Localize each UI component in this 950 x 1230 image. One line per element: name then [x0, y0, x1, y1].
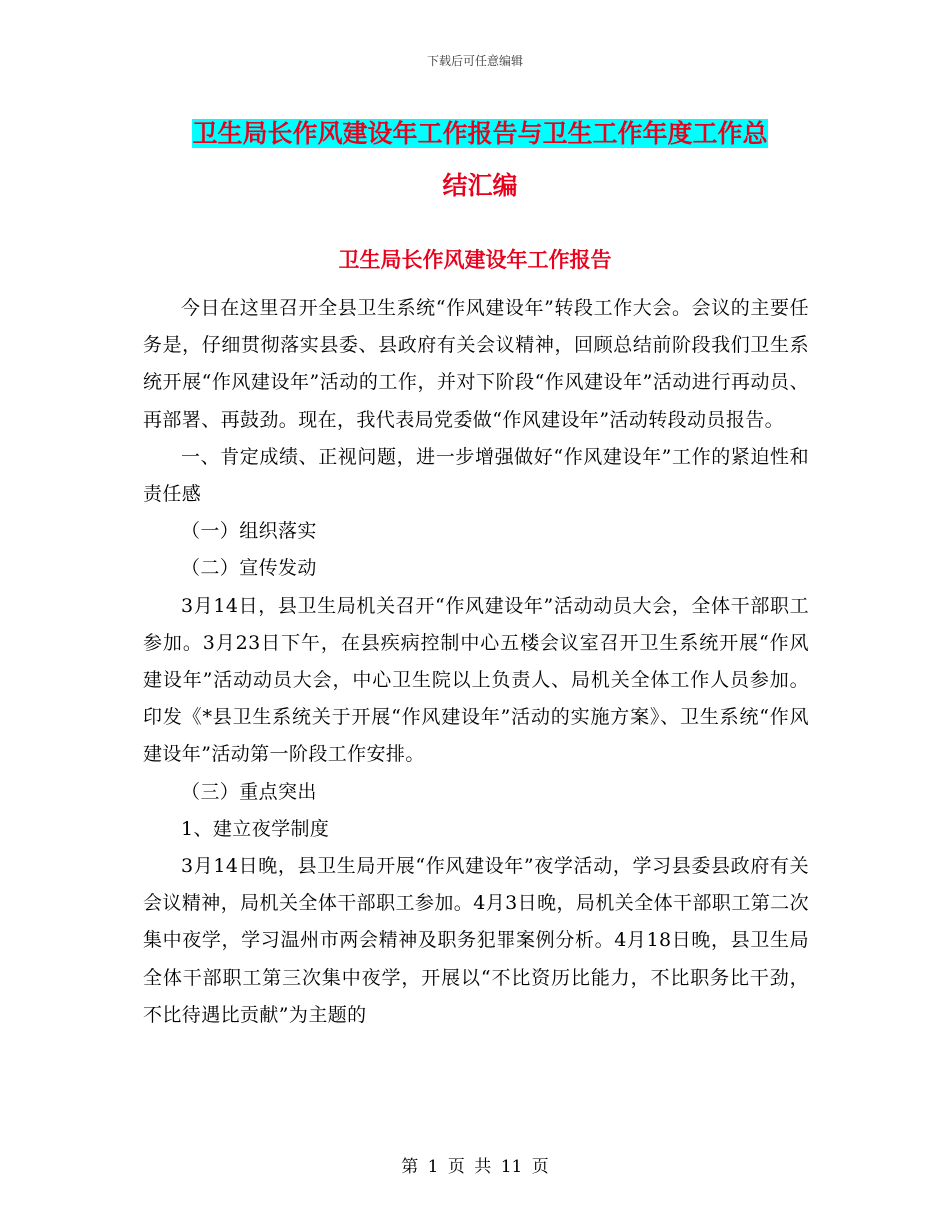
page-header-note: 下载后可任意编辑: [426, 54, 523, 68]
page-number: 第 1 页 共 11 页: [401, 1157, 549, 1177]
paragraph: 3月14日晚，县卫生局开展“作风建设年”夜学活动，学习县委县政府有关会议精神，局机关全体干部职工参加。4月3日晚，局机关全体干部职工第二次集中夜学，学习温州市两会精神及职务犯罪案例分析。4月18日晚，县卫生局全体干部职工第三次集中夜学，开展以“不比资历比能力，不比职务比干劲，不比待遇比贡献”为主题的: [143, 855, 809, 1026]
paragraph: 今日在这里召开全县卫生系统“作风建设年”转段工作大会。会议的主要任务是，仔细贯彻落实县委、县政府有关会议精神，回顾总结前阶段我们卫生系统开展“作风建设年”活动的工作，并对下阶段“作风建设年”活动进行再动员、再部署、再鼓劲。现在，我代表局党委做“作风建设年”活动转段动员报告。: [143, 297, 809, 431]
paragraph: （一）组织落实: [181, 520, 317, 543]
document-title: [150, 108, 810, 212]
document-title-line-2: 结汇编: [442, 171, 518, 200]
paragraph: （三）重点突出: [181, 780, 317, 803]
section-title: 卫生局长作风建设年工作报告: [338, 248, 612, 272]
paragraph: （二）宣传发动: [181, 557, 317, 580]
document-body: [143, 290, 809, 1034]
paragraph: 一、肯定成绩、正视问题，进一步增强做好“作风建设年”工作的紧迫性和责任感: [143, 445, 809, 506]
paragraph: 1、建立夜学制度: [181, 817, 330, 840]
document-title-line-1: 卫生局长作风建设年工作报告与卫生工作年度工作总: [192, 119, 768, 148]
paragraph: 3月14日，县卫生局机关召开“作风建设年”活动动员大会，全体干部职工参加。3月23日下午，在县疾病控制中心五楼会议室召开卫生系统开展“作风建设年”活动动员大会，中心卫生院以上负责人、局机关全体工作人员参加。印发《*县卫生系统关于开展“作风建设年”活动的实施方案》、卫生系统“作风建设年”活动第一阶段工作安排。: [143, 594, 809, 766]
